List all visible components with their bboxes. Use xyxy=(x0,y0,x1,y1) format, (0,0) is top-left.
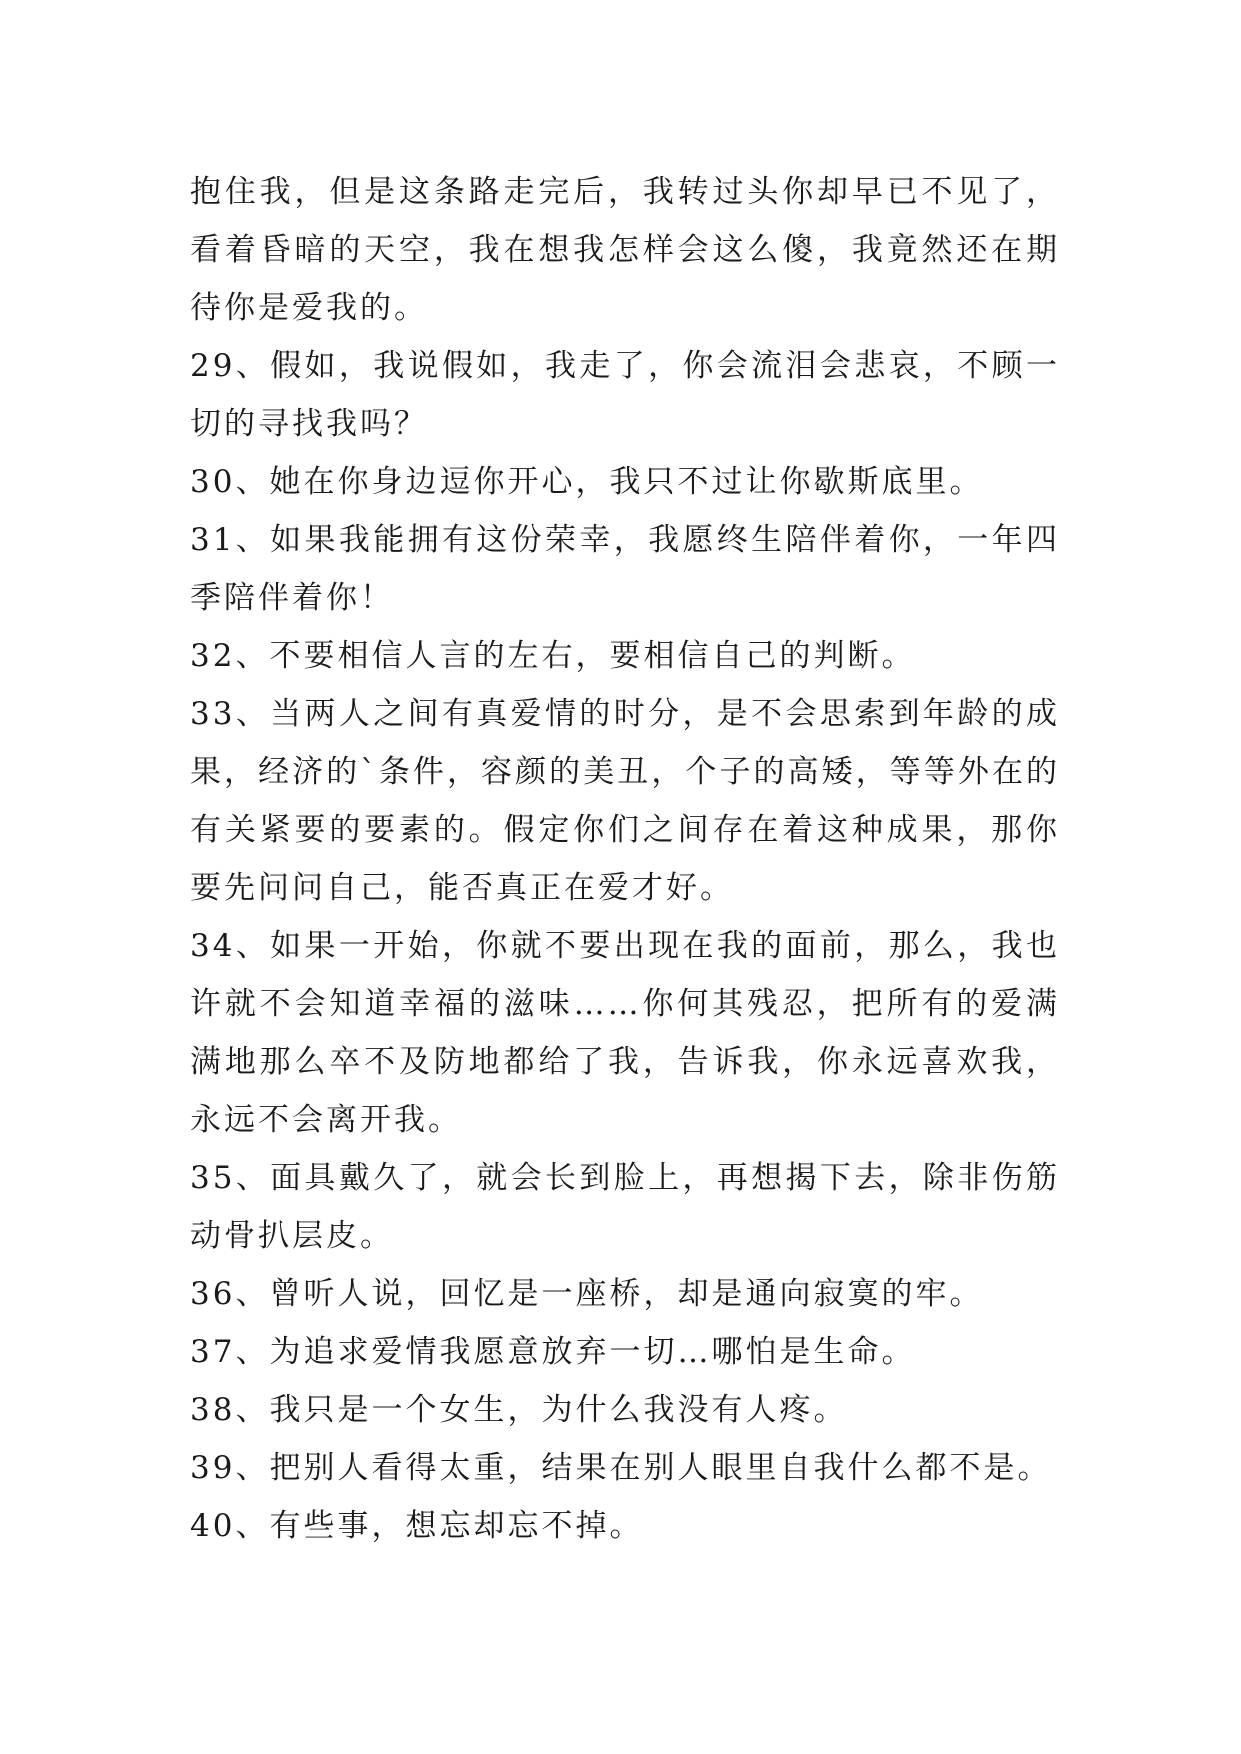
paragraph-item-35: 35、面具戴久了，就会长到脸上，再想揭下去，除非伤筋动骨扒层皮。 xyxy=(190,1160,1060,1254)
paragraph-item-30: 30、她在你身边逗你开心，我只不过让你歇斯底里。 xyxy=(190,464,984,500)
paragraph-item-36: 36、曾听人说，回忆是一座桥，却是通向寂寞的牢。 xyxy=(190,1276,984,1312)
paragraph-item-40: 40、有些事，想忘却忘不掉。 xyxy=(190,1508,644,1544)
paragraph-item-39: 39、把别人看得太重，结果在别人眼里自我什么都不是。 xyxy=(190,1450,1052,1486)
paragraph-item-38: 38、我只是一个女生，为什么我没有人疼。 xyxy=(190,1392,848,1428)
document-body xyxy=(190,163,1060,1555)
paragraph-item-29: 29、假如，我说假如，我走了，你会流泪会悲哀，不顾一切的寻找我吗？ xyxy=(190,348,1060,442)
paragraph-continuation: 抱住我，但是这条路走完后，我转过头你却早已不见了，看着昏暗的天空，我在想我怎样会这么傻，我竟然还在期待你是爱我的。 xyxy=(190,174,1060,326)
paragraph-item-33: 33、当两人之间有真爱情的时分，是不会思索到年龄的成果，经济的`条件，容颜的美丑，个子的高矮，等等外在的有关紧要的要素的。假定你们之间存在着这种成果，那你要先问问自己，能否真正在爱才好。 xyxy=(190,696,1060,906)
paragraph-item-37: 37、为追求爱情我愿意放弃一切…哪怕是生命。 xyxy=(190,1334,916,1370)
paragraph-item-34: 34、如果一开始，你就不要出现在我的面前，那么，我也许就不会知道幸福的滋味……你何其残忍，把所有的爱满满地那么卒不及防地都给了我，告诉我，你永远喜欢我，永远不会离开我。 xyxy=(190,928,1060,1138)
paragraph-item-32: 32、不要相信人言的左右，要相信自己的判断。 xyxy=(190,638,916,674)
paragraph-item-31: 31、如果我能拥有这份荣幸，我愿终生陪伴着你，一年四季陪伴着你！ xyxy=(190,522,1060,616)
